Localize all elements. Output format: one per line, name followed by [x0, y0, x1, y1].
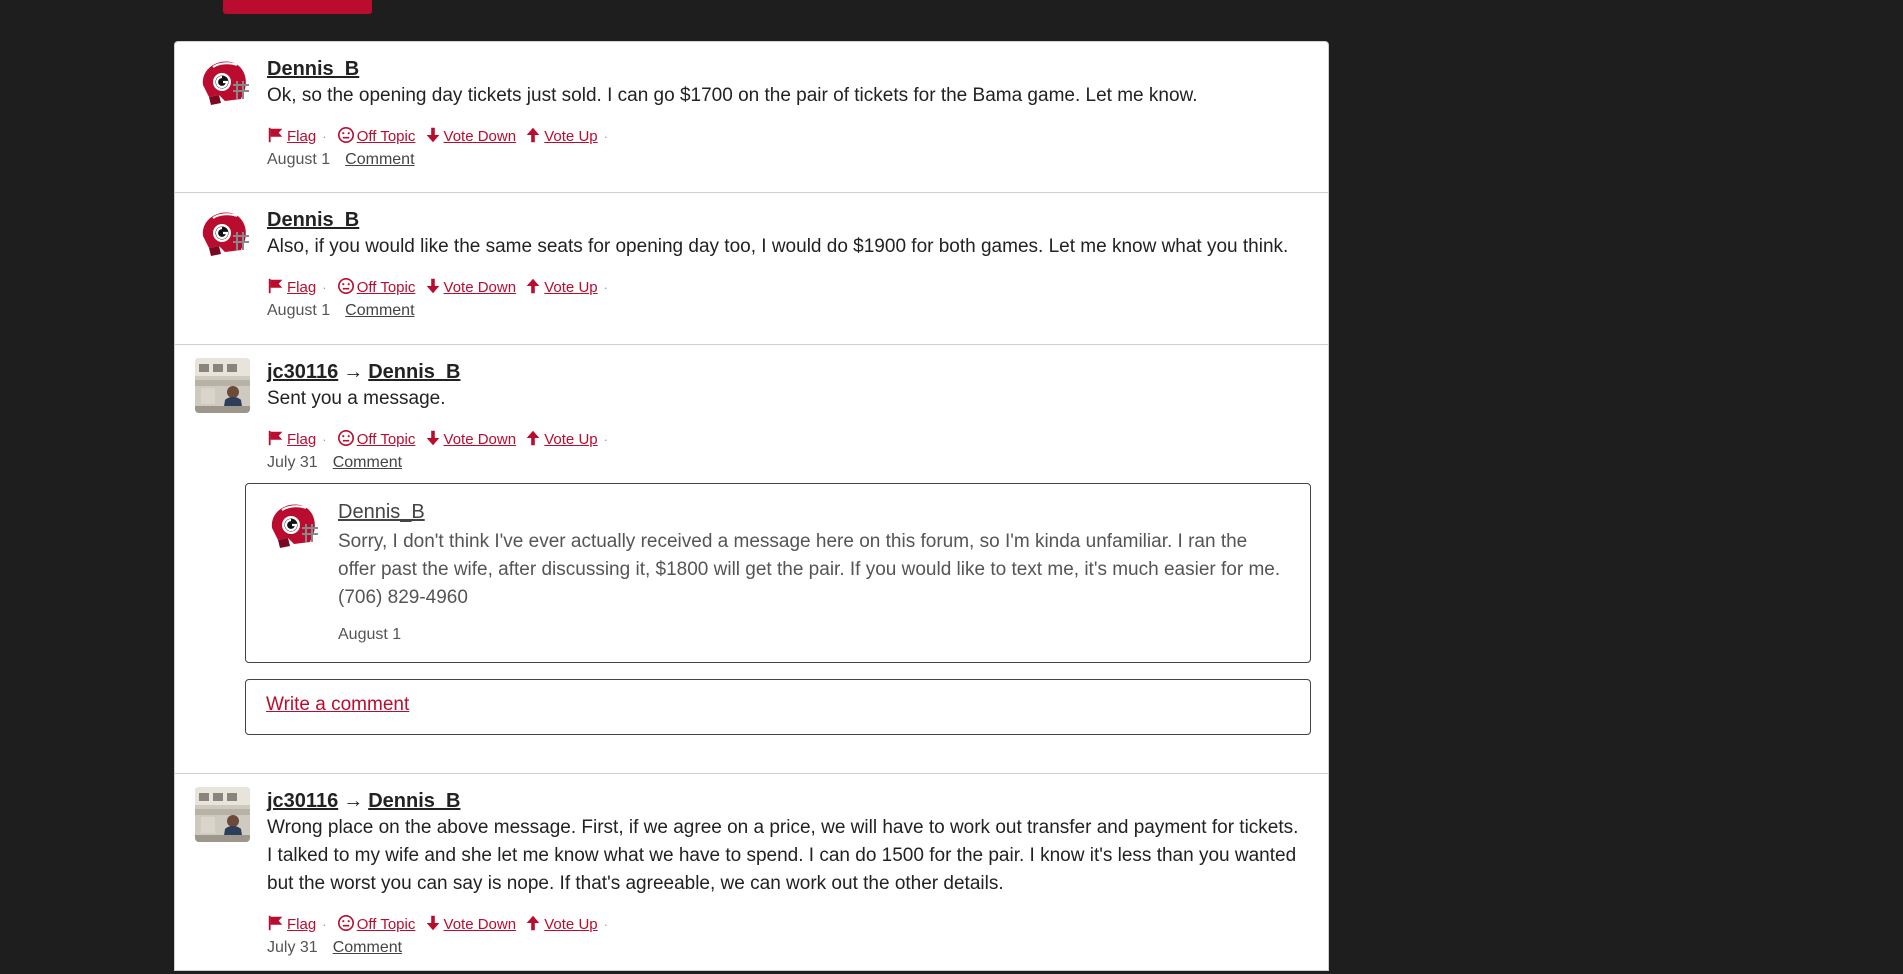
separator: ·: [603, 129, 608, 144]
off-topic-button[interactable]: Off Topic: [356, 128, 416, 145]
user-avatar-helmet-icon[interactable]: [195, 55, 250, 110]
post-date: July 31: [267, 454, 318, 471]
flag-button[interactable]: Flag: [287, 128, 317, 145]
arrow-down-icon: [424, 126, 442, 144]
author-link[interactable]: jc30116: [267, 361, 339, 383]
meh-face-icon: [337, 126, 355, 144]
vote-up-button[interactable]: Vote Up: [544, 916, 598, 933]
write-comment-link[interactable]: Write a comment: [266, 694, 410, 715]
arrow-icon: →: [343, 790, 364, 812]
post-authors: [267, 207, 1308, 233]
vote-down-button[interactable]: Vote Down: [443, 431, 517, 448]
reply-date: August 1: [338, 626, 402, 643]
post-date: August 1: [267, 302, 331, 319]
user-avatar-photo-icon[interactable]: [195, 787, 250, 842]
post-item: [175, 193, 1328, 345]
post-date: July 31: [267, 939, 318, 956]
off-topic-button[interactable]: Off Topic: [356, 916, 416, 933]
comment-link[interactable]: Comment: [332, 939, 403, 956]
off-topic-button[interactable]: Off Topic: [356, 431, 416, 448]
flag-icon: [267, 429, 285, 447]
arrow-up-icon: [524, 277, 542, 295]
separator: ·: [603, 432, 608, 447]
user-avatar-photo-icon[interactable]: [195, 358, 250, 413]
flag-icon: [267, 914, 285, 932]
post-authors: [267, 56, 1308, 82]
off-topic-button[interactable]: Off Topic: [356, 279, 416, 296]
post-meta: [267, 299, 1308, 323]
post-message: Ok, so the opening day tickets just sold. I can go $1700 on the pair of tickets for the Bama game. Let me know.: [267, 85, 1198, 106]
arrow-down-icon: [424, 277, 442, 295]
meh-face-icon: [337, 429, 355, 447]
arrow-up-icon: [524, 429, 542, 447]
meh-face-icon: [337, 914, 355, 932]
post-message: Also, if you would like the same seats for opening day too, I would do $1900 for both games. Let me know what you think.: [267, 236, 1289, 257]
post-message: Sent you a message.: [267, 388, 446, 409]
comment-link[interactable]: Comment: [345, 302, 415, 319]
post-meta: [267, 936, 1308, 960]
vote-down-button[interactable]: Vote Down: [443, 128, 517, 145]
post-meta: [267, 148, 1308, 172]
reply-message: Sorry, I don't think I've ever actually received a message here on this forum, so I'm kinda unfamiliar. I ran the offer past the wife, after discussing it, $1800 will get the pair. If you would like to text me, it's much easier for me. (706) 829-4960: [338, 531, 1281, 608]
post-actions: [267, 126, 1308, 148]
reply-comment: [245, 483, 1311, 663]
flag-button[interactable]: Flag: [287, 916, 317, 933]
vote-down-button[interactable]: Vote Down: [443, 916, 517, 933]
author-link[interactable]: Dennis_B: [267, 209, 360, 231]
post-authors: [267, 359, 1308, 385]
post-content: [267, 359, 1308, 475]
post-item: [175, 345, 1328, 774]
post-item: [175, 42, 1328, 193]
post-actions: [267, 914, 1308, 936]
reply-avatar-helmet-icon[interactable]: [264, 498, 319, 553]
separator: ·: [322, 280, 327, 295]
arrow-down-icon: [424, 429, 442, 447]
flag-button[interactable]: Flag: [287, 279, 317, 296]
arrow-down-icon: [424, 914, 442, 932]
flag-icon: [267, 277, 285, 295]
arrow-icon: →: [343, 361, 364, 383]
post-actions: [267, 277, 1308, 299]
vote-up-button[interactable]: Vote Up: [544, 279, 598, 296]
reply-content: [338, 498, 1282, 644]
post-content: [267, 56, 1308, 172]
separator: ·: [603, 280, 608, 295]
post-date: August 1: [267, 151, 331, 168]
separator: ·: [322, 432, 327, 447]
author-link[interactable]: Dennis_B: [267, 58, 360, 80]
post-message: Wrong place on the above message. First, if we agree on a price, we will have to work out transfer and payment for tickets. I talked to my wife and she let me know what we have to spend. I can do 1500 for the pair. I know it's less than you wanted but the worst you can say is nope. If that's agreeable, we can work out the other details.: [267, 817, 1299, 894]
comment-thread: [174, 41, 1329, 971]
vote-up-button[interactable]: Vote Up: [544, 431, 598, 448]
flag-button[interactable]: Flag: [287, 431, 317, 448]
post-meta: [267, 451, 1308, 475]
recipient-link[interactable]: Dennis_B: [368, 790, 461, 812]
arrow-up-icon: [524, 126, 542, 144]
meh-face-icon: [337, 277, 355, 295]
vote-up-button[interactable]: Vote Up: [544, 128, 598, 145]
reply-author-link[interactable]: Dennis_B: [338, 501, 425, 523]
recipient-link[interactable]: Dennis_B: [368, 361, 461, 383]
post-content: [267, 788, 1308, 960]
comment-link[interactable]: Comment: [345, 151, 415, 168]
post-item: [175, 774, 1328, 974]
flag-icon: [267, 126, 285, 144]
top-red-button[interactable]: [223, 0, 372, 14]
separator: ·: [603, 917, 608, 932]
author-link[interactable]: jc30116: [267, 790, 339, 812]
post-content: [267, 207, 1308, 323]
vote-down-button[interactable]: Vote Down: [443, 279, 517, 296]
write-comment-box[interactable]: [245, 679, 1311, 735]
post-authors: [267, 788, 1308, 814]
user-avatar-helmet-icon[interactable]: [195, 206, 250, 261]
arrow-up-icon: [524, 914, 542, 932]
comment-link[interactable]: Comment: [332, 454, 403, 471]
separator: ·: [322, 129, 327, 144]
separator: ·: [322, 917, 327, 932]
post-actions: [267, 429, 1308, 451]
